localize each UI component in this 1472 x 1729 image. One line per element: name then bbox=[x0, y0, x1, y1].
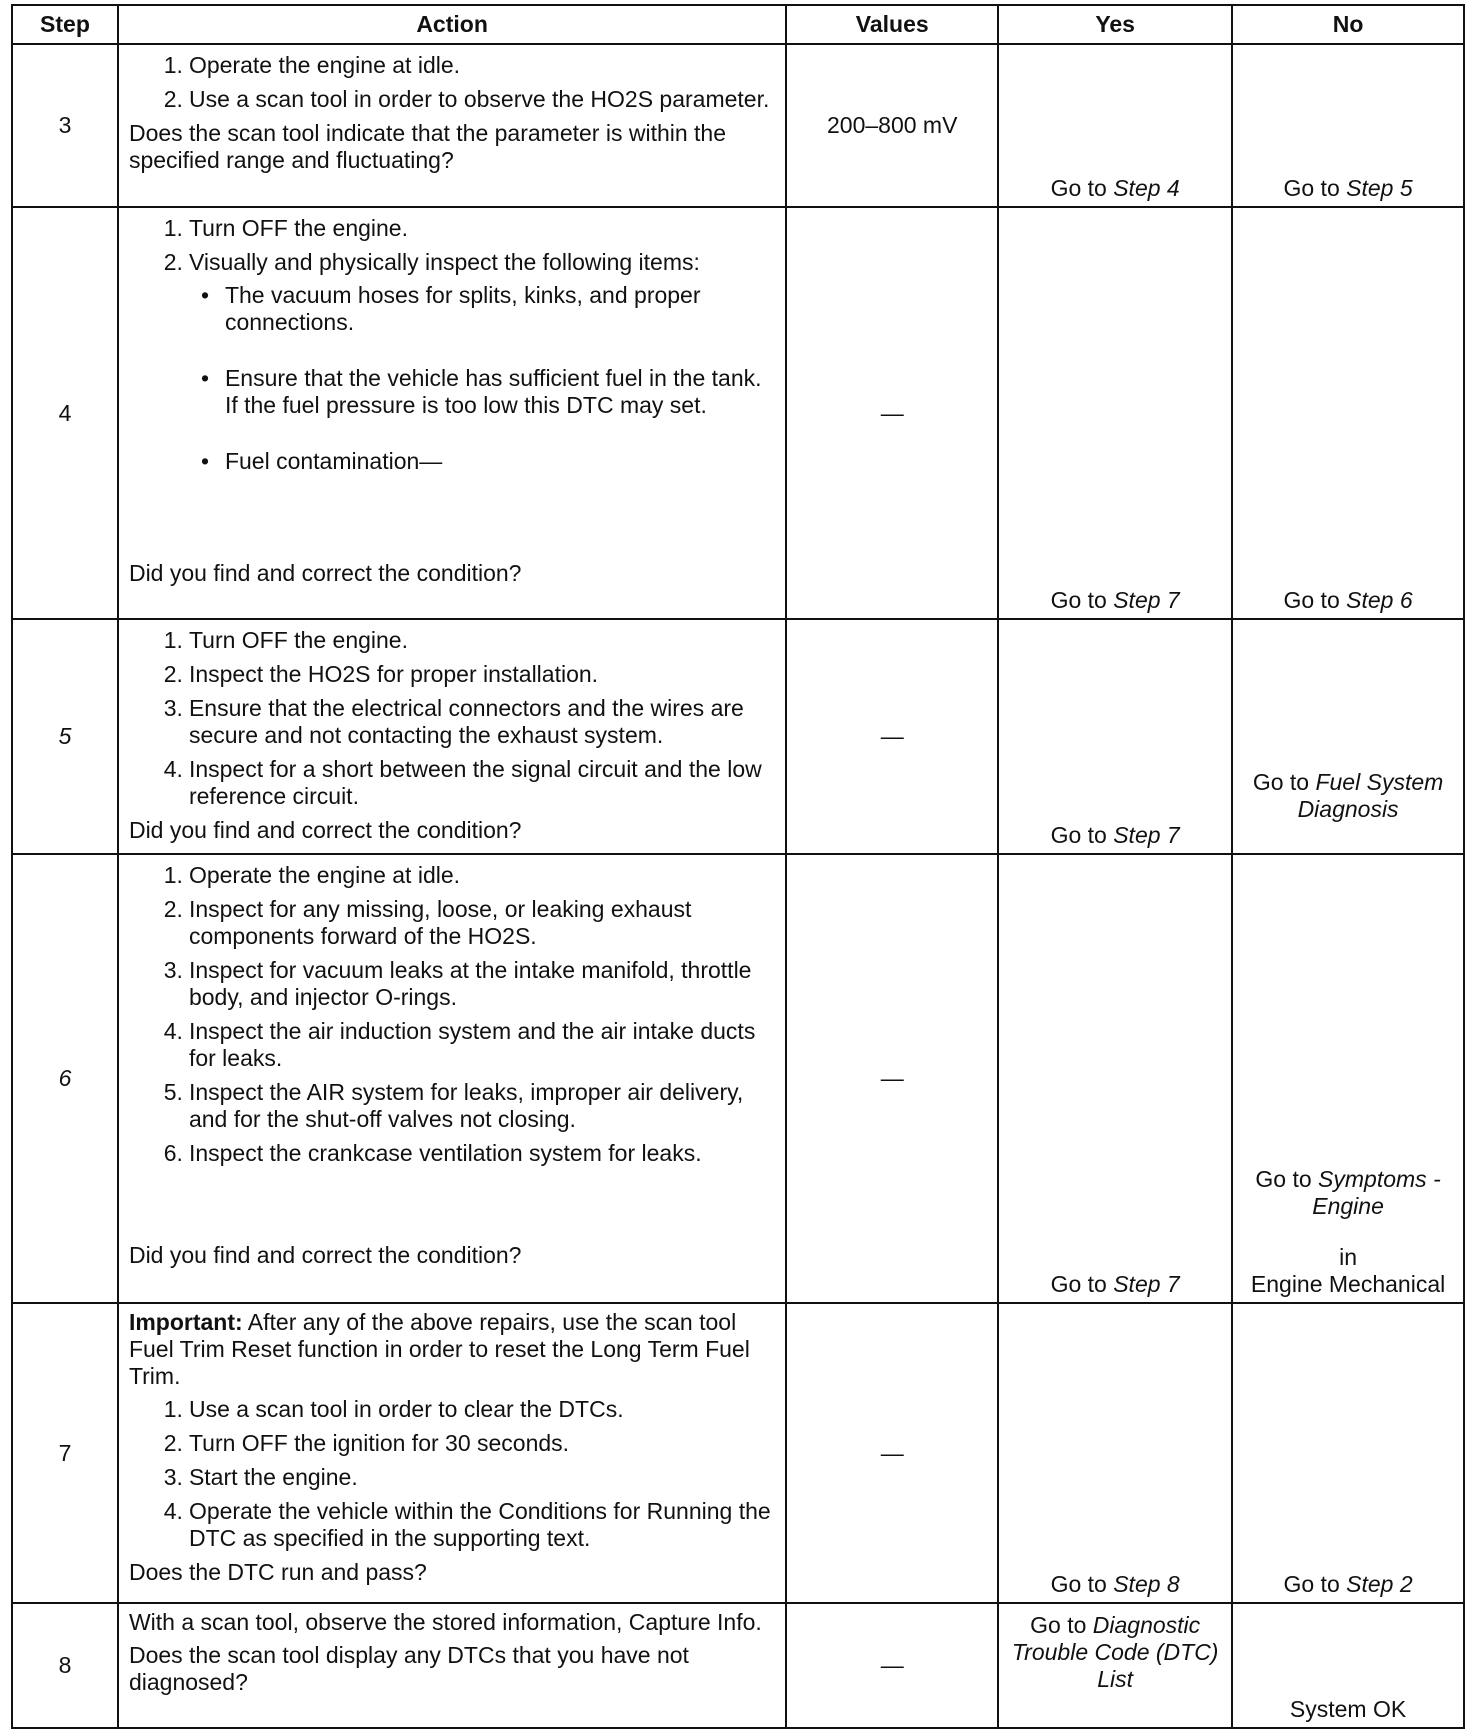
value-cell: — bbox=[786, 854, 998, 1303]
table-row bbox=[12, 854, 1464, 1303]
diagnostic-table bbox=[11, 4, 1465, 1729]
question-text: Does the scan tool indicate that the parameter is within the specified range and fluctuating? bbox=[128, 120, 727, 173]
no-link[interactable]: Symptoms - Engine bbox=[1312, 1166, 1441, 1219]
no-link[interactable]: Step 5 bbox=[1346, 175, 1413, 201]
goto-text: Go to bbox=[1283, 587, 1340, 613]
no-cell bbox=[1232, 207, 1464, 619]
header-yes: Yes bbox=[998, 5, 1232, 44]
step-number: 6 bbox=[12, 854, 118, 1303]
yes-cell bbox=[998, 619, 1232, 854]
yes-cell bbox=[998, 854, 1232, 1303]
no-cell bbox=[1232, 619, 1464, 854]
list-item: 1. Turn OFF the engine. bbox=[163, 627, 408, 653]
header-values: Values bbox=[786, 5, 998, 44]
list-item: 1. Turn OFF the engine. bbox=[163, 215, 408, 241]
bullet-list bbox=[189, 282, 775, 475]
action-list bbox=[129, 862, 775, 1167]
yes-cell bbox=[998, 1603, 1232, 1728]
action-list bbox=[129, 627, 775, 810]
list-item: 2. Inspect the HO2S for proper installation. bbox=[163, 661, 599, 687]
question-text: Does the scan tool display any DTCs that you have not diagnosed? bbox=[128, 1642, 689, 1695]
yes-link[interactable]: Step 8 bbox=[1113, 1571, 1180, 1597]
list-item: 1. Operate the engine at idle. bbox=[163, 52, 461, 78]
list-item: 1. Operate the engine at idle. bbox=[163, 862, 461, 888]
table-row bbox=[12, 1303, 1464, 1603]
important-note bbox=[129, 1309, 775, 1390]
step-number: 3 bbox=[12, 44, 118, 207]
no-link[interactable]: Fuel System Diagnosis bbox=[1297, 769, 1444, 822]
list-item: 4. Inspect for a short between the signal circuit and the low reference circuit. bbox=[163, 756, 762, 809]
list-item: 2. Inspect for any missing, loose, or leaking exhaust components forward of the HO2S. bbox=[163, 896, 692, 949]
step-number: 5 bbox=[12, 619, 118, 854]
no-cell bbox=[1232, 44, 1464, 207]
important-text: After any of the above repairs, use the scan tool Fuel Trim Reset function in order to reset the Long Term Fuel Trim. bbox=[128, 1309, 750, 1389]
header-step: Step bbox=[12, 5, 118, 44]
bullet-item: • Ensure that the vehicle has sufficient fuel in the tank. If the fuel pressure is too low this DTC may set. bbox=[189, 365, 775, 419]
value-cell: — bbox=[786, 1303, 998, 1603]
action-cell bbox=[118, 619, 786, 854]
goto-text: Go to bbox=[1050, 1571, 1107, 1597]
yes-link[interactable]: Step 7 bbox=[1113, 1271, 1180, 1297]
table-row bbox=[12, 207, 1464, 619]
list-item: 5. Inspect the AIR system for leaks, improper air delivery, and for the shut-off valves not closing. bbox=[163, 1079, 744, 1132]
header-no: No bbox=[1232, 5, 1464, 44]
important-label: Important: bbox=[128, 1309, 243, 1335]
header-action: Action bbox=[118, 5, 786, 44]
action-cell bbox=[118, 854, 786, 1303]
no-cell bbox=[1232, 1603, 1464, 1728]
table-row bbox=[12, 1603, 1464, 1728]
action-list bbox=[129, 1396, 775, 1552]
list-item: 2. Use a scan tool in order to observe the HO2S parameter. bbox=[163, 86, 770, 112]
goto-text: Go to bbox=[1050, 175, 1107, 201]
list-item: 2. Visually and physically inspect the following items: • The vacuum hoses for splits, kinks, and proper connections. • Ensure that the vehicle has sufficient fuel in the tank. If the fuel pressure is too low this DTC may set. • Fuel contamination— bbox=[129, 249, 775, 475]
action-list bbox=[129, 52, 775, 113]
yes-link[interactable]: Step 7 bbox=[1113, 587, 1180, 613]
system-ok-text: System OK bbox=[1289, 1696, 1407, 1722]
yes-cell bbox=[998, 44, 1232, 207]
value-cell: 200–800 mV bbox=[786, 44, 998, 207]
goto-text: Go to bbox=[1255, 1166, 1312, 1192]
goto-text: Go to bbox=[1283, 175, 1340, 201]
list-item: 1. Use a scan tool in order to clear the DTCs. bbox=[163, 1396, 624, 1422]
list-item: 6. Inspect the crankcase ventilation system for leaks. bbox=[163, 1140, 702, 1166]
goto-text: Go to bbox=[1030, 1612, 1087, 1638]
question-text: Did you find and correct the condition? bbox=[128, 1242, 522, 1268]
table-row bbox=[12, 619, 1464, 854]
goto-text: Go to bbox=[1283, 1571, 1340, 1597]
goto-text: Go to bbox=[1050, 587, 1107, 613]
goto-text: Go to bbox=[1050, 1271, 1107, 1297]
bullet-item: • Fuel contamination— bbox=[189, 448, 775, 475]
step-number: 7 bbox=[12, 1303, 118, 1603]
step-number: 8 bbox=[12, 1603, 118, 1728]
no-link[interactable]: Step 6 bbox=[1346, 587, 1413, 613]
question-text: Did you find and correct the condition? bbox=[128, 560, 522, 586]
action-cell bbox=[118, 1603, 786, 1728]
no-cell bbox=[1232, 854, 1464, 1303]
header-row bbox=[12, 5, 1464, 44]
list-item: 3. Ensure that the electrical connectors and the wires are secure and not contacting the exhaust system. bbox=[163, 695, 744, 748]
no-in-text: in bbox=[1339, 1244, 1358, 1270]
step-number: 4 bbox=[12, 207, 118, 619]
table-row bbox=[12, 44, 1464, 207]
action-cell bbox=[118, 44, 786, 207]
question-text: Did you find and correct the condition? bbox=[128, 817, 522, 843]
value-cell: — bbox=[786, 207, 998, 619]
list-item: 3. Inspect for vacuum leaks at the intake manifold, throttle body, and injector O-rings. bbox=[163, 957, 752, 1010]
yes-cell bbox=[998, 207, 1232, 619]
yes-link[interactable]: Diagnostic Trouble Code (DTC) List bbox=[1011, 1612, 1219, 1692]
no-cell bbox=[1232, 1303, 1464, 1603]
list-item: 3. Start the engine. bbox=[163, 1464, 358, 1490]
action-cell bbox=[118, 207, 786, 619]
bullet-item: • The vacuum hoses for splits, kinks, and proper connections. bbox=[189, 282, 775, 336]
action-list bbox=[129, 215, 775, 475]
list-item: 4. Inspect the air induction system and the air intake ducts for leaks. bbox=[163, 1018, 756, 1071]
action-text: With a scan tool, observe the stored information, Capture Info. bbox=[128, 1609, 762, 1635]
yes-link[interactable]: Step 7 bbox=[1113, 822, 1180, 848]
list-item: 2. Turn OFF the ignition for 30 seconds. bbox=[163, 1430, 570, 1456]
action-cell bbox=[118, 1303, 786, 1603]
no-book-text: Engine Mechanical bbox=[1250, 1271, 1446, 1297]
yes-link[interactable]: Step 4 bbox=[1113, 175, 1180, 201]
yes-cell bbox=[998, 1303, 1232, 1603]
question-text: Does the DTC run and pass? bbox=[128, 1559, 427, 1585]
value-cell: — bbox=[786, 1603, 998, 1728]
list-item: 4. Operate the vehicle within the Conditions for Running the DTC as specified in the supporting text. bbox=[163, 1498, 771, 1551]
no-link[interactable]: Step 2 bbox=[1346, 1571, 1413, 1597]
goto-text: Go to bbox=[1252, 769, 1310, 795]
value-cell: — bbox=[786, 619, 998, 854]
goto-text: Go to bbox=[1050, 822, 1107, 848]
